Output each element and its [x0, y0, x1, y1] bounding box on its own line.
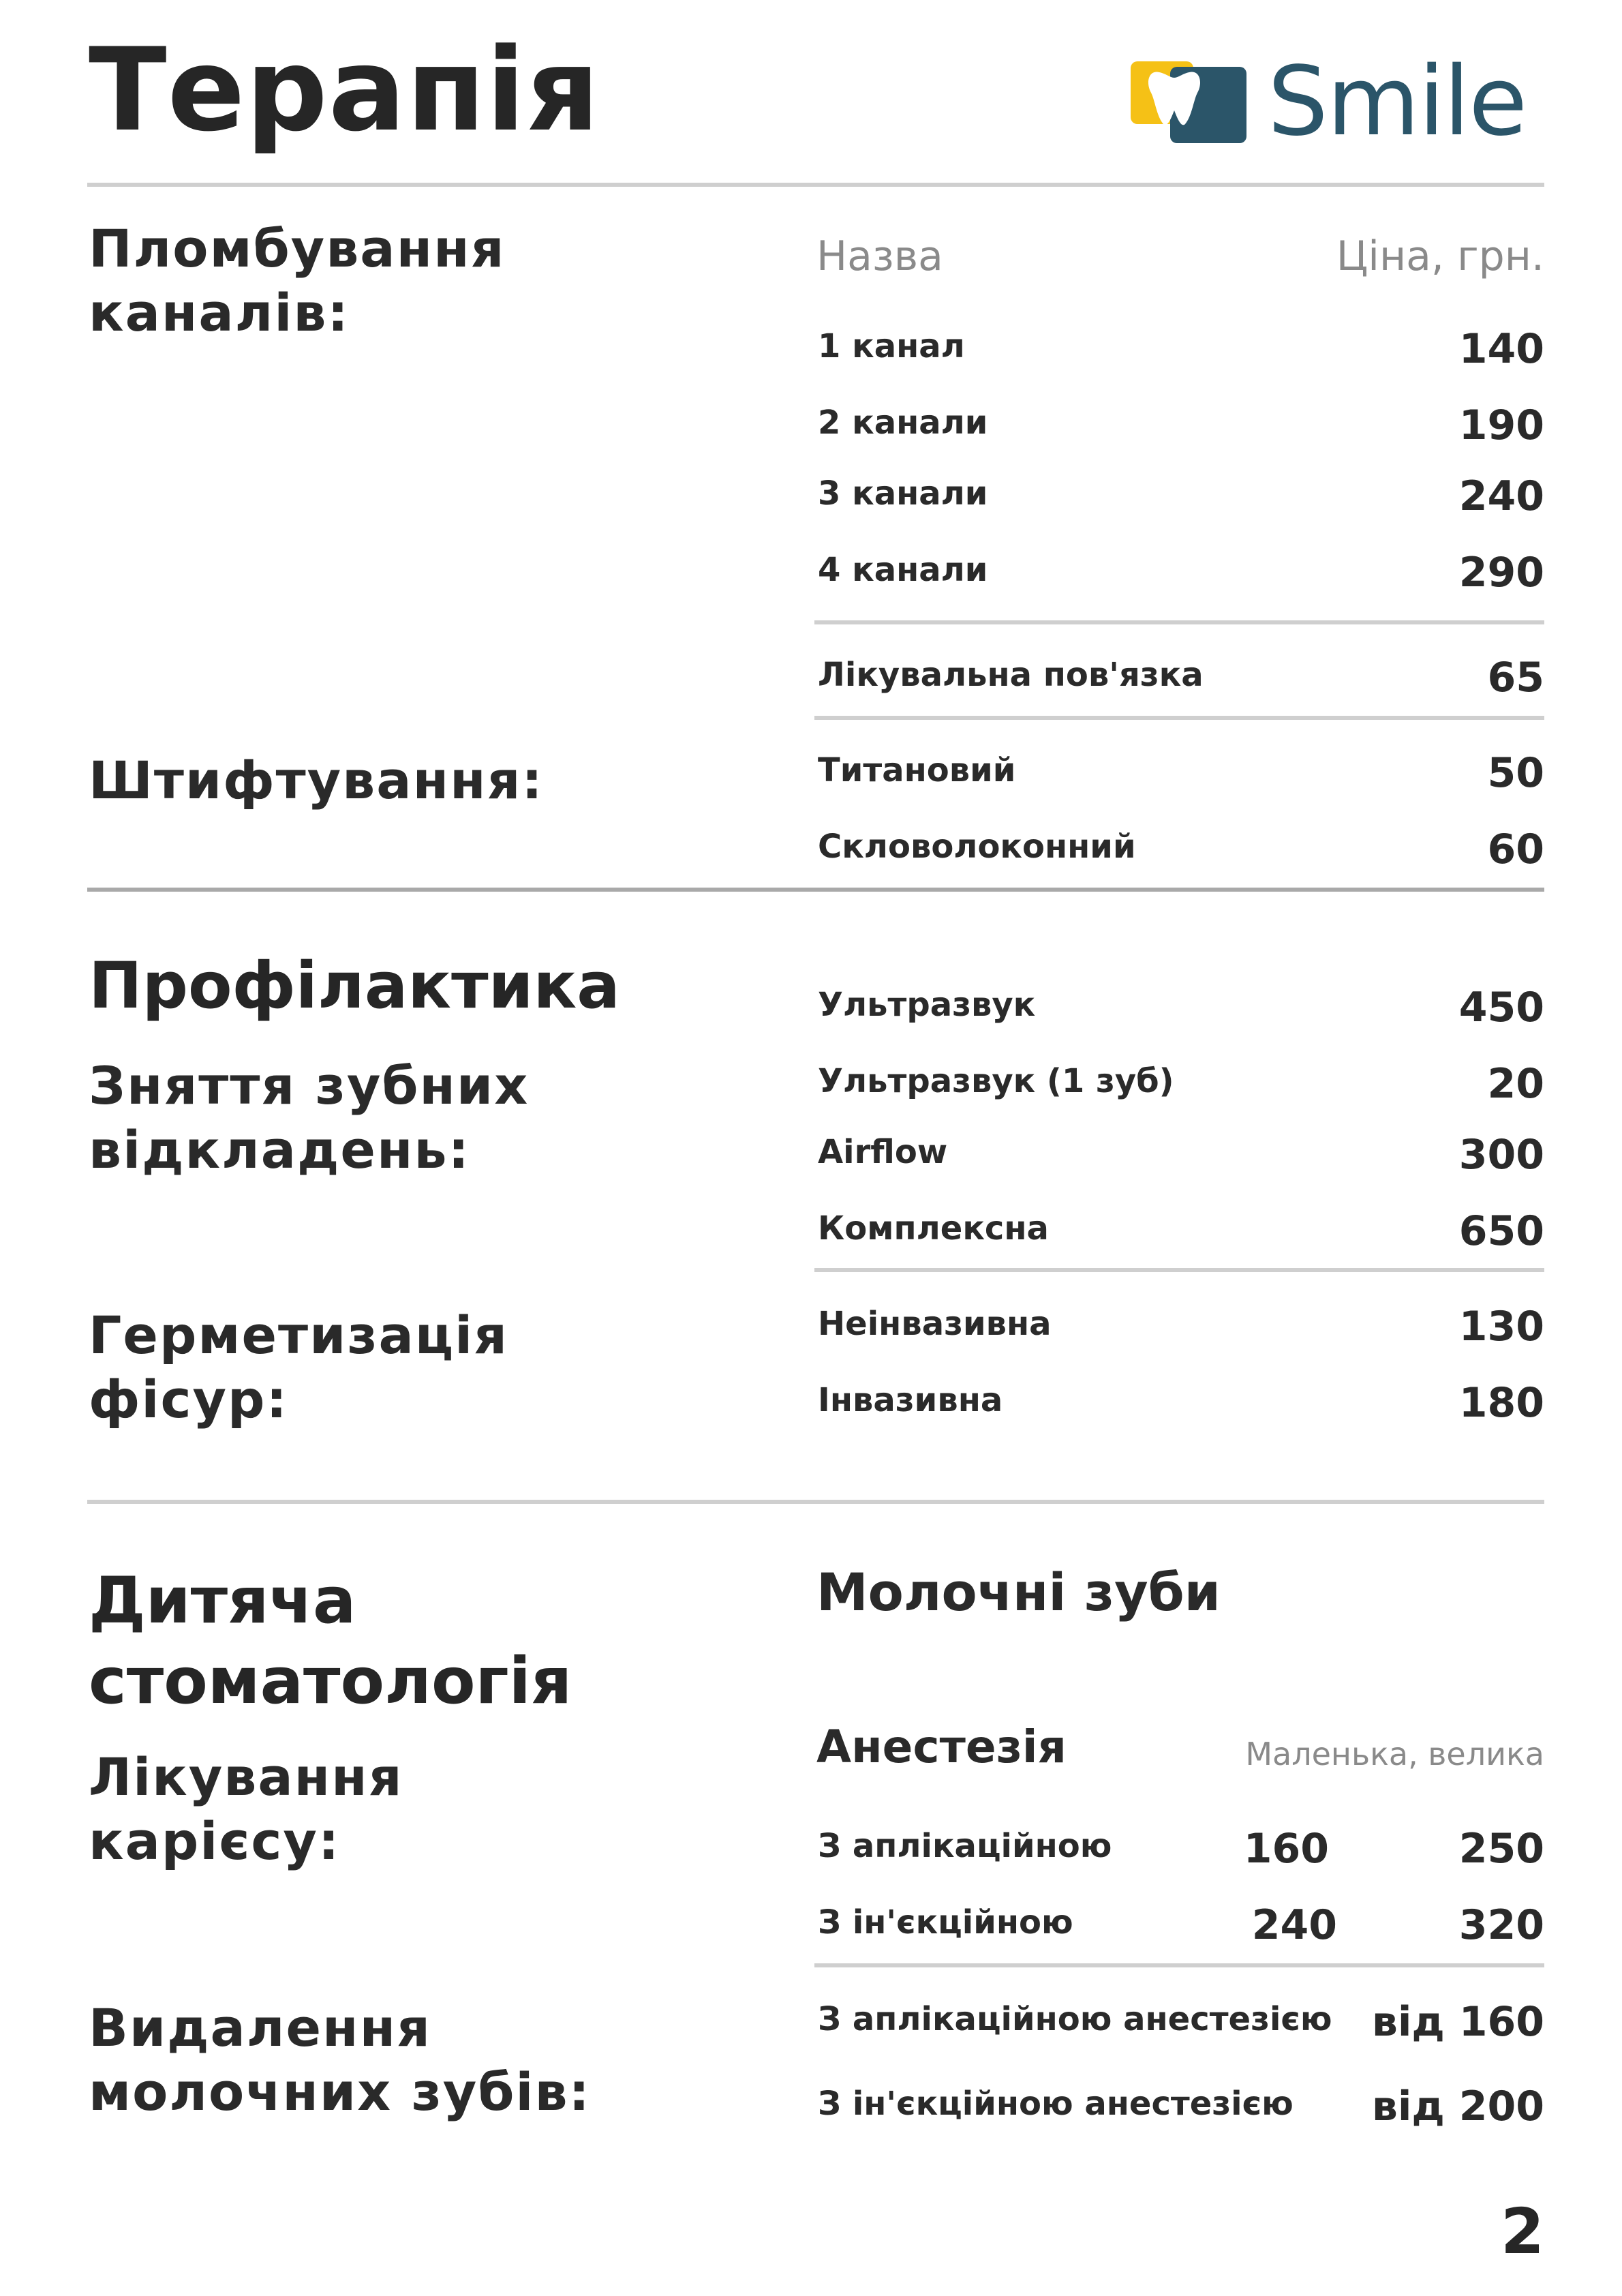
heading-line: стоматологія	[89, 1644, 572, 1719]
size-note: Маленька, велика	[1245, 1736, 1544, 1772]
price-item-name: Ультразвук (1 зуб)	[818, 1062, 1174, 1100]
heading-line: Дитяча	[89, 1564, 356, 1638]
label-line: Пломбування	[89, 218, 506, 279]
section-label-extraction	[89, 1996, 591, 2124]
price-item-value: 20	[1487, 1060, 1544, 1108]
label-line: Лікування	[89, 1747, 403, 1807]
price-item-value: 190	[1458, 402, 1544, 449]
label-line: молочних зубів:	[89, 2061, 591, 2122]
row-divider	[814, 1268, 1544, 1272]
section-label-caries	[89, 1745, 403, 1873]
price-item-name: З ін'єкційною анестезією	[818, 2085, 1294, 2123]
price-item-small: 240	[1251, 1901, 1337, 1949]
price-item-name: Інвазивна	[818, 1381, 1003, 1419]
label-line: каналів:	[89, 282, 350, 343]
price-item-name: 3 канали	[818, 474, 988, 513]
section-label-pins: Штифтування:	[89, 750, 544, 811]
price-item-name: 2 канали	[818, 404, 988, 442]
label-line: Зняття зубних	[89, 1055, 530, 1116]
column-header-name: Назва	[816, 232, 943, 280]
section-divider	[87, 1500, 1544, 1504]
milk-teeth-heading: Молочні зуби	[816, 1562, 1221, 1622]
tooth-logo-icon	[1128, 53, 1251, 155]
smile-logo	[1128, 46, 1545, 157]
price-item-value: 65	[1487, 654, 1544, 701]
price-item-small: 160	[1243, 1825, 1329, 1873]
row-divider	[814, 620, 1544, 624]
price-item-name: Лікувальна пов'язка	[818, 656, 1204, 694]
price-item-value: від 160	[1371, 1998, 1544, 2046]
page-number: 2	[1500, 2195, 1544, 2268]
price-item-value: 290	[1458, 549, 1544, 596]
price-item-name: З ін'єкційною	[818, 1903, 1073, 1942]
section-label-sealing	[89, 1303, 508, 1432]
price-item-name: Титановий	[818, 751, 1016, 789]
price-item-name: 1 канал	[818, 327, 965, 365]
price-item-value: 130	[1458, 1303, 1544, 1350]
page-title: Терапія	[89, 23, 600, 157]
price-item-value: 300	[1458, 1131, 1544, 1179]
price-item-value: 450	[1458, 984, 1544, 1031]
anesthesia-heading: Анестезія	[816, 1721, 1067, 1773]
price-item-large: 250	[1458, 1825, 1544, 1873]
price-item-value: 50	[1487, 749, 1544, 797]
price-item-value: 650	[1458, 1207, 1544, 1255]
label-line: Видалення	[89, 1997, 431, 2058]
label-line: Герметизація	[89, 1305, 508, 1365]
label-line: фісур:	[89, 1369, 288, 1430]
column-header-price: Ціна, грн.	[1336, 232, 1544, 280]
price-item-value: 240	[1458, 472, 1544, 520]
price-item-name: Airflow	[818, 1133, 948, 1171]
price-item-value: 180	[1458, 1379, 1544, 1427]
price-item-value: від 200	[1371, 2083, 1544, 2130]
price-item-name: Комплексна	[818, 1209, 1049, 1248]
price-item-name: З аплікаційною анестезією	[818, 2000, 1332, 2038]
section-divider	[87, 888, 1544, 892]
price-item-name: 4 канали	[818, 551, 988, 589]
section-heading-kids	[89, 1561, 572, 1722]
logo-wordmark: Smile	[1268, 46, 1527, 157]
price-item-large: 320	[1458, 1901, 1544, 1949]
price-item-value: 140	[1458, 325, 1544, 373]
row-divider	[814, 716, 1544, 720]
price-item-name: Скловолоконний	[818, 828, 1136, 866]
label-line: відкладень:	[89, 1119, 470, 1180]
header-divider	[87, 183, 1544, 187]
price-item-value: 60	[1487, 826, 1544, 873]
section-label-deposits	[89, 1054, 529, 1182]
section-heading-prophylaxis: Профілактика	[89, 949, 620, 1023]
price-item-name: З аплікаційною	[818, 1827, 1112, 1865]
section-label-canal-filling	[89, 217, 505, 345]
price-item-name: Ультразвук	[818, 986, 1036, 1024]
row-divider	[814, 1963, 1544, 1967]
price-item-name: Неінвазивна	[818, 1305, 1052, 1343]
label-line: карієсу:	[89, 1811, 341, 1871]
